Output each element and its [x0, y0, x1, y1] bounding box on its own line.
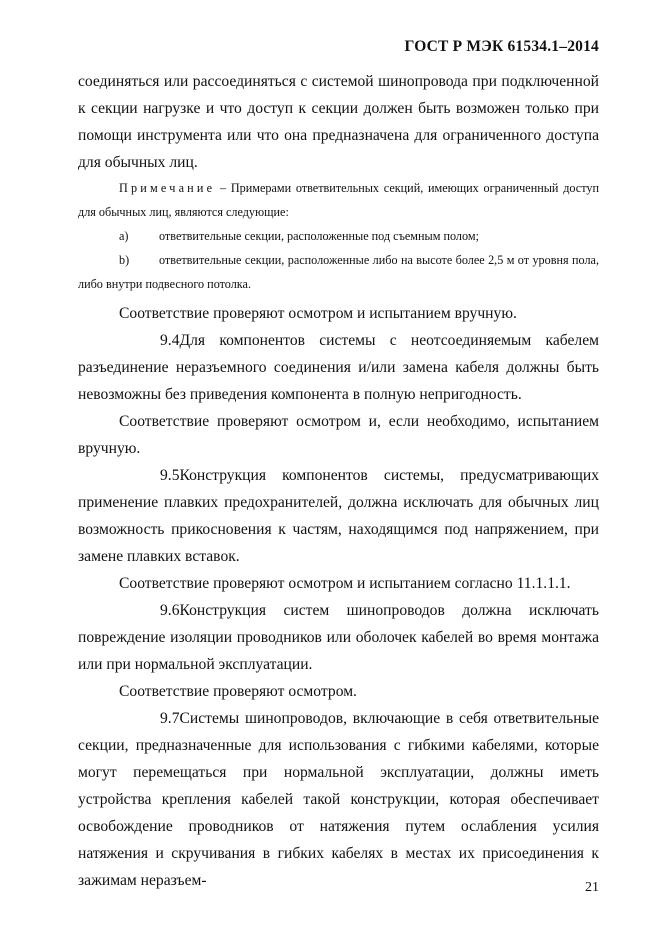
section-9-7 — [78, 705, 599, 894]
section-9-6 — [78, 597, 599, 678]
note-text: – Примерами ответвительных секций, имеющих ограниченный доступ для обычных лиц, являются следующие: — [78, 181, 599, 219]
paragraph-intro: соединяться или рассоединяться с системой шинопровода при подключенной к секции нагрузке и что доступ к секции должен быть возможен только при помощи инструмента или что она предназначена для ограниченного доступа для обычных лиц. — [78, 73, 599, 171]
paragraph-check-1: Соответствие проверяют осмотром и испытанием вручную. — [119, 305, 517, 322]
section-9-6-text: Конструкция систем шинопроводов должна исключать повреждение изоляции проводников или оболочек кабелей во время монтажа или при нормальной эксплуатации. — [78, 602, 599, 673]
section-9-6-number: 9.6 — [160, 602, 180, 619]
section-9-5-text: Конструкция компонентов системы, предусматривающих применение плавких предохранителей, должна исключать для обычных лиц возможность прикосновения к частям, находящимся под напряжением, при замене плавких вставок. — [78, 467, 599, 565]
paragraph-check-2: Соответствие проверяют осмотром и, если необходимо, испытанием вручную. — [78, 413, 599, 457]
section-9-7-text: Системы шинопроводов, включающие в себя ответвительные секции, предназначенные для использования с гибкими кабелями, которые могут перемещаться при нормальной эксплуатации, должны иметь устройства крепления кабелей такой конструкции, которая обеспечивает освобождение проводников от натяжения путем ослабления усилия натяжения и скручивания в гибких кабелях в местах их присоединения к зажимам неразъем- — [78, 710, 599, 889]
document-body — [78, 68, 599, 894]
note-item-a-marker: a) — [119, 229, 129, 243]
note-label: Примечание — [119, 181, 216, 195]
paragraph-check-4: Соответствие проверяют осмотром. — [119, 683, 357, 700]
section-9-5-number: 9.5 — [160, 467, 180, 484]
document-header: ГОСТ Р МЭК 61534.1–2014 — [404, 38, 599, 55]
section-9-4 — [78, 327, 599, 408]
note-item-a — [78, 224, 599, 248]
section-9-5 — [78, 462, 599, 570]
note-item-a-text: ответвительные секции, расположенные под съемным полом; — [159, 229, 479, 243]
note-block — [78, 176, 599, 224]
page-number: 21 — [585, 880, 599, 895]
paragraph-check-3: Соответствие проверяют осмотром и испытанием согласно 11.1.1.1. — [119, 575, 571, 592]
note-item-b-text: ответвительные секции, расположенные либо на высоте более 2,5 м от уровня пола, либо внутри подвесного потолка. — [78, 253, 599, 291]
section-9-7-number: 9.7 — [160, 710, 180, 727]
section-9-4-number: 9.4 — [160, 332, 180, 349]
note-item-b-marker: b) — [119, 253, 130, 267]
section-9-4-text: Для компонентов системы с неотсоединяемым кабелем разъединение неразъемного соединения и/или замена кабеля должны быть невозможны без приведения компонента в полную непригодность. — [78, 332, 599, 403]
note-item-b — [78, 248, 599, 296]
